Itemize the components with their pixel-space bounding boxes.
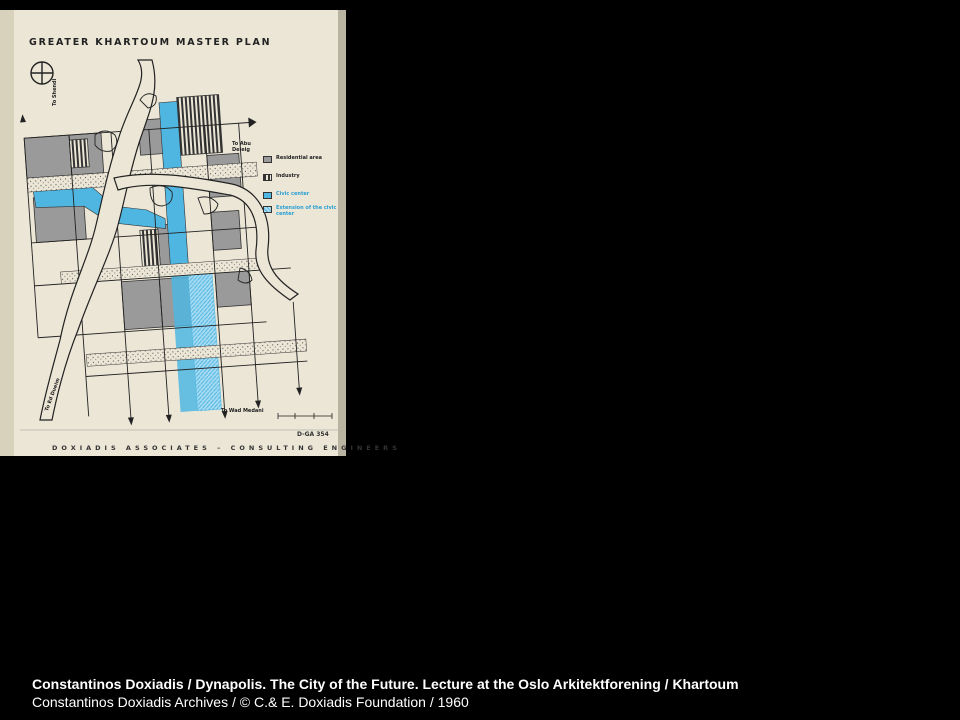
legend-label: Residential area — [276, 155, 322, 161]
road-label-abu-deleig: To Abu Deleig — [232, 141, 251, 153]
page-right-edge — [338, 10, 346, 456]
caption-title: Constantinos Doxiadis / Dynapolis. The City of the Future. Lecture at the Oslo Arkitektforening / Khartoum — [32, 676, 739, 692]
legend-swatch-extension — [263, 206, 272, 213]
legend-label: Extension of the civic center — [276, 205, 337, 217]
legend-label: Industry — [276, 173, 300, 179]
page-binding-shadow — [0, 10, 14, 456]
road-label-wad-medani: To Wad Medani — [221, 408, 264, 414]
road-label-ed-dueim: To Ed Dueim — [44, 377, 62, 413]
north-arrow-icon — [31, 62, 53, 84]
drawing-reference: D-GA 354 — [297, 431, 329, 438]
legend-swatch-civic — [263, 192, 272, 199]
legend-swatch-residential — [263, 156, 272, 163]
legend-label: Civic center — [276, 191, 310, 197]
road-label-shendi: To Shendi — [52, 78, 58, 106]
firm-footer: DOXIADIS ASSOCIATES – CONSULTING ENGINEERS — [52, 444, 401, 452]
caption-credit: Constantinos Doxiadis Archives / © C.& E. Doxiadis Foundation / 1960 — [32, 694, 469, 710]
master-plan-page — [0, 10, 401, 456]
legend-swatch-industry — [263, 174, 272, 181]
plan-title: GREATER KHARTOUM MASTER PLAN — [29, 37, 272, 48]
scale-bar — [278, 413, 332, 419]
